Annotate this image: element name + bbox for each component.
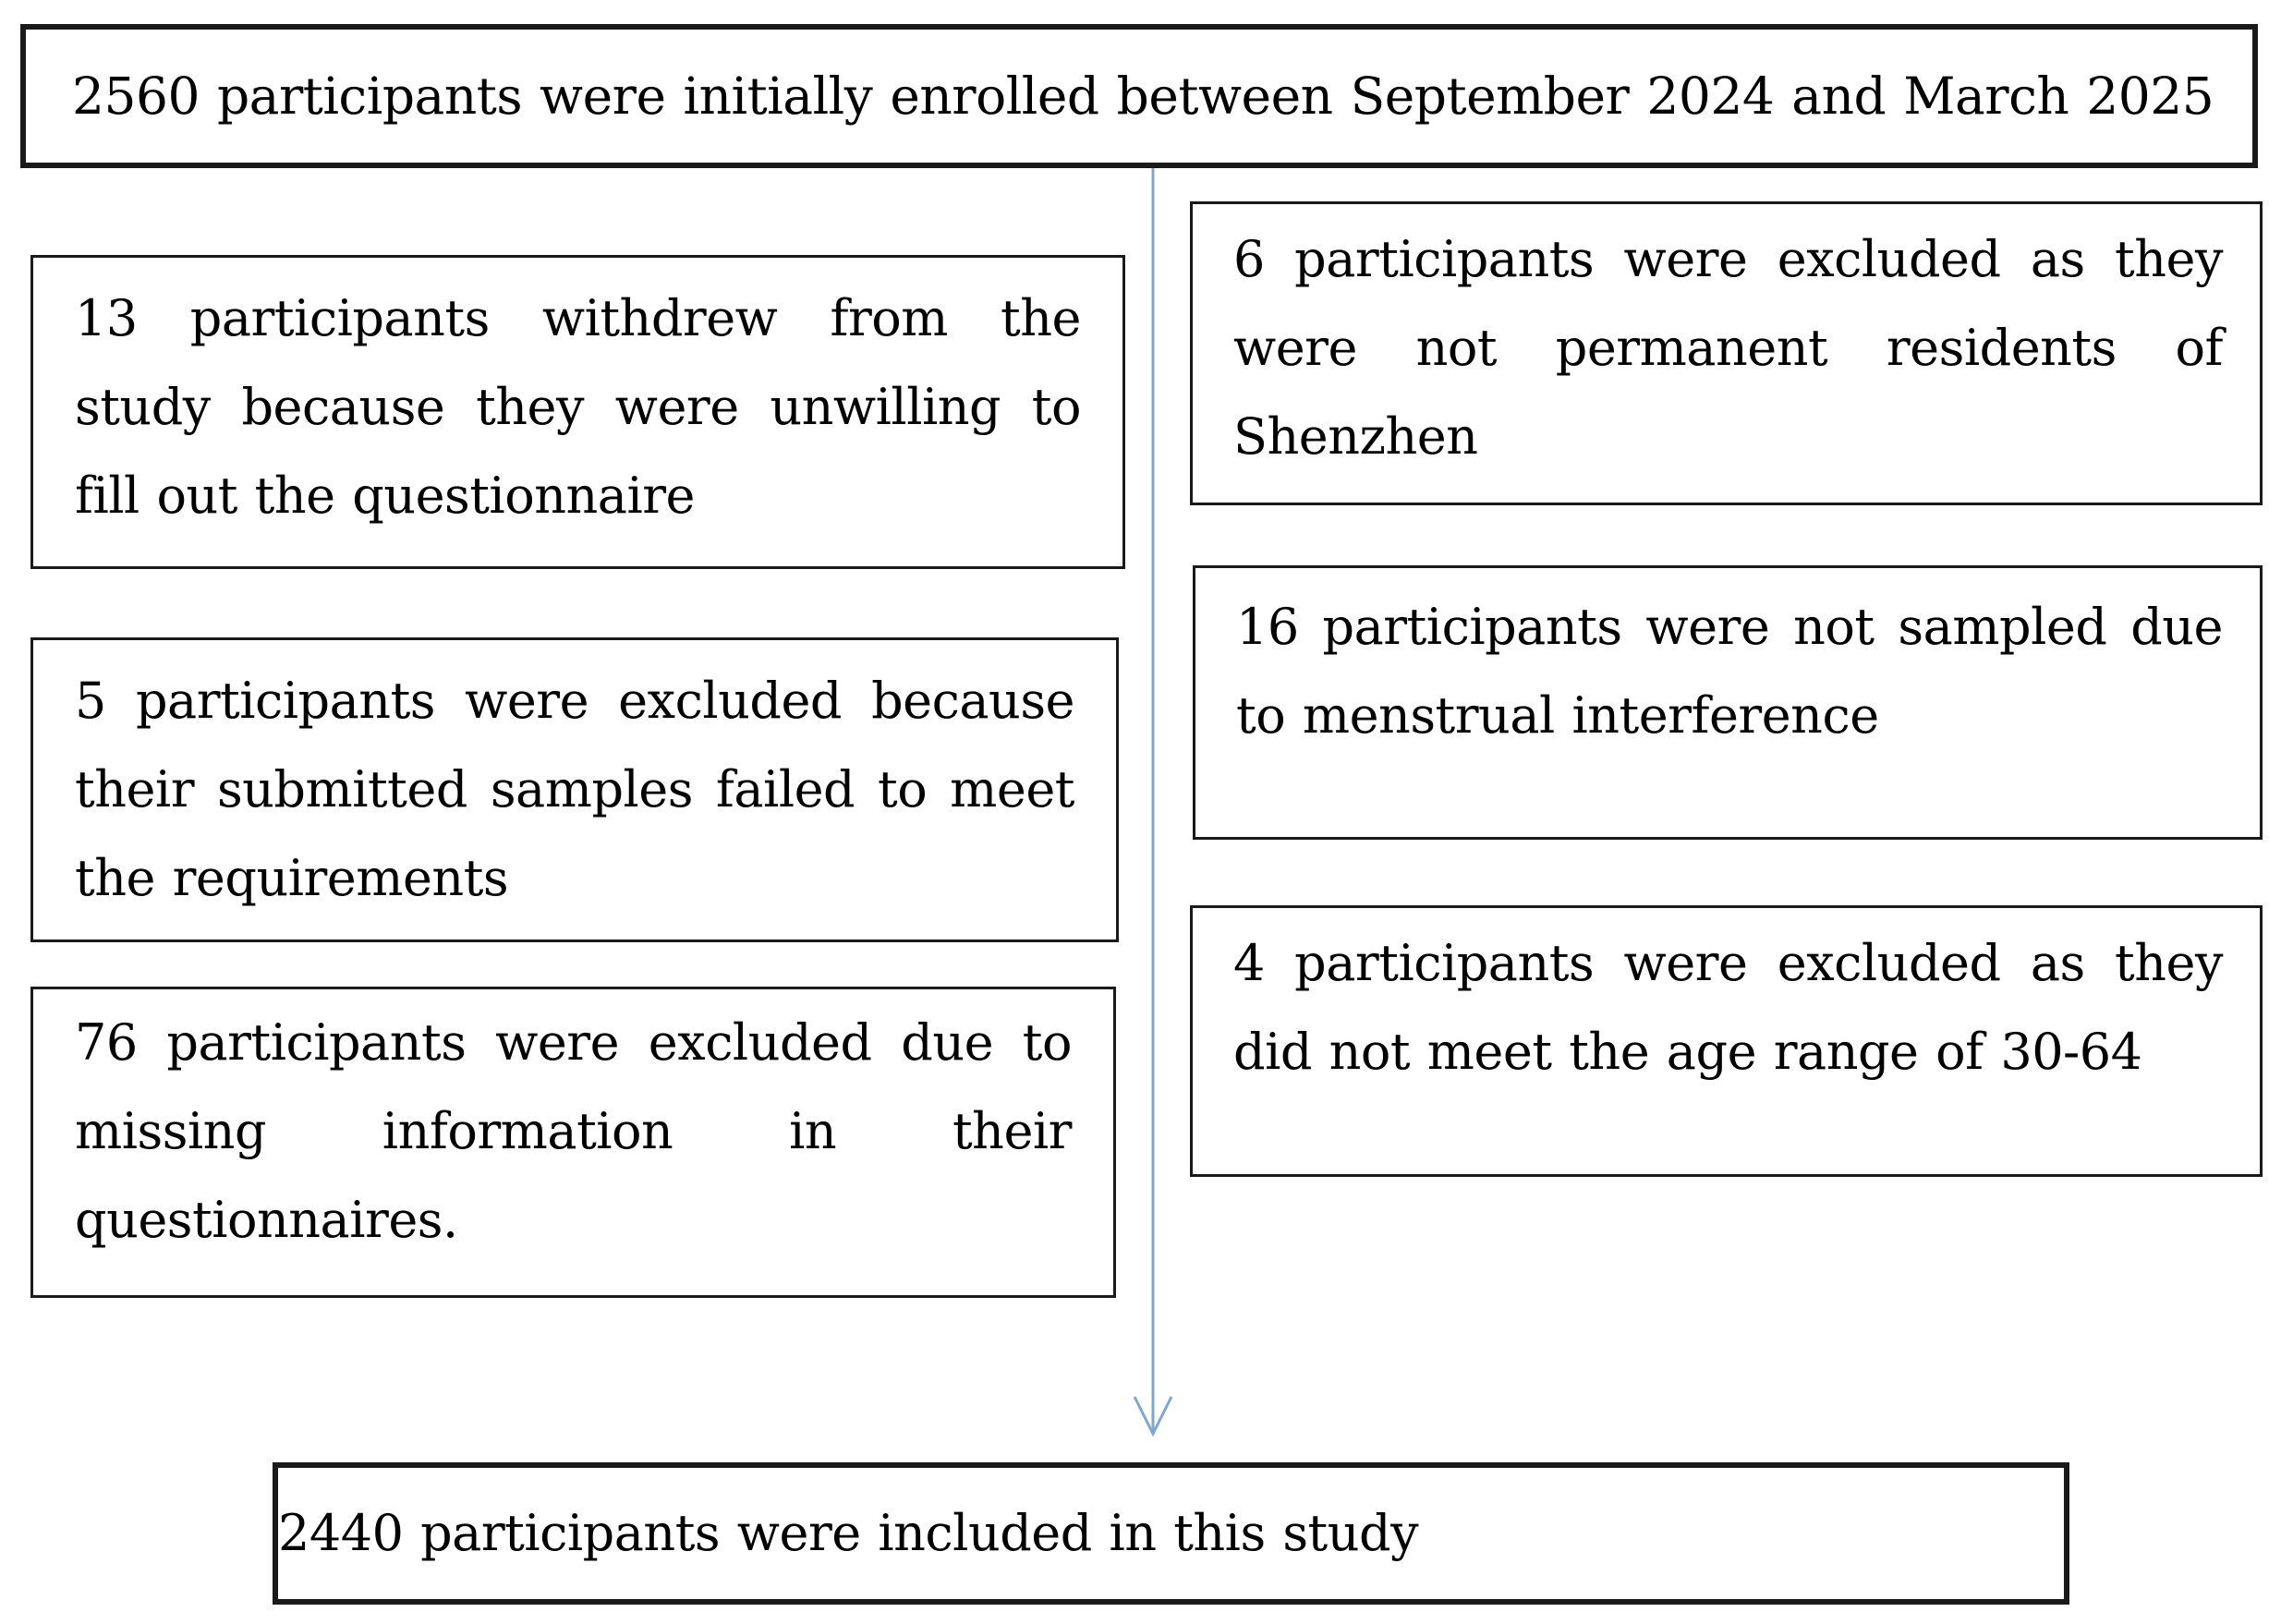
enrollment-box: [20, 24, 2258, 168]
exclusion-text-missing-info: 76 participants were excluded due to missing information in their questionnaires.: [75, 1013, 1072, 1249]
exclusion-box-missing-info: [30, 987, 1116, 1298]
exclusion-text-menstrual: 16 participants were not sampled due to menstrual interference: [1236, 598, 2223, 745]
arrow-head: [1134, 1397, 1171, 1434]
exclusion-box-age: [1190, 905, 2263, 1177]
exclusion-text-residents: 6 participants were excluded as they were not permanent residents of Shenzhen: [1233, 230, 2223, 466]
exclusion-box-samples: [30, 637, 1119, 942]
included-box: [273, 1462, 2069, 1605]
exclusion-text-samples: 5 participants were excluded because their submitted samples failed to meet the requirements: [75, 672, 1074, 907]
exclusion-text-withdrew: 13 participants withdrew from the study because they were unwilling to fill out the questionnaire: [75, 289, 1081, 525]
enrollment-text: 2560 participants were initially enrolled between September 2024 and March 2025: [72, 67, 2214, 126]
exclusion-box-residents: [1190, 201, 2263, 505]
exclusion-box-menstrual: [1193, 565, 2263, 840]
included-text: 2440 participants were included in this study: [278, 1503, 1419, 1562]
exclusion-box-withdrew: [30, 255, 1125, 569]
exclusion-text-age: 4 participants were excluded as they did not meet the age range of 30-64: [1233, 934, 2223, 1081]
